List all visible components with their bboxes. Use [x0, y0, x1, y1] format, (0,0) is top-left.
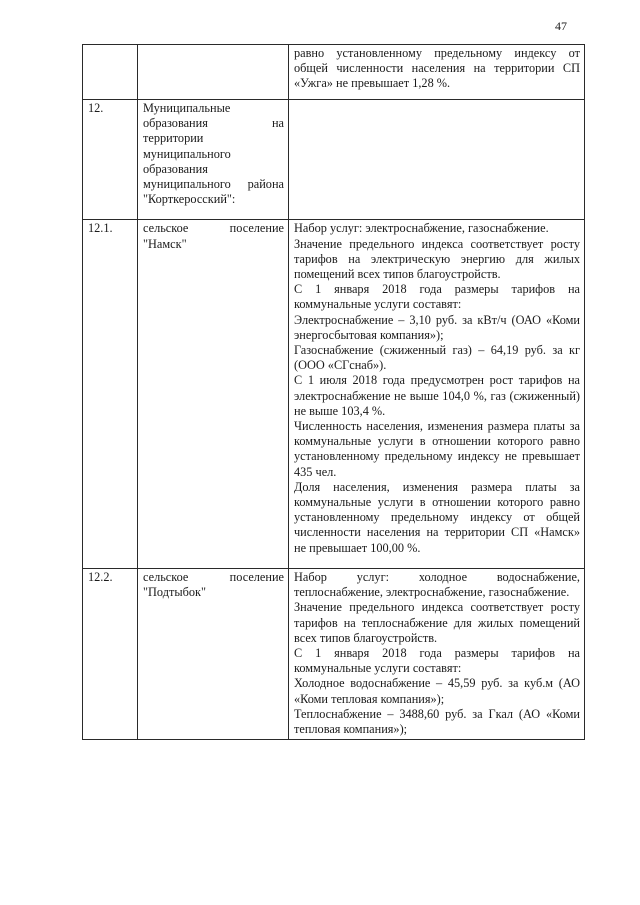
description-paragraph: Электроснабжение – 3,10 руб. за кВт/ч (ОАО «Коми энергосбытовая компания»);: [294, 312, 580, 342]
description-paragraph: Доля населения, изменения размера платы за коммунальные услуги в отношении которого равно установленному предельному индексу от общей численности населения на территории СП «Намск» не превышает 100,00 %.: [294, 479, 580, 555]
description-cell: [289, 45, 585, 100]
row-number-cell: [83, 45, 138, 100]
description-paragraph: равно установленному предельному индексу от общей численности населения на территории СП «Ужга» не превышает 1,28 %.: [294, 46, 580, 91]
description-paragraph: Значение предельного индекса соответствует росту тарифов на электрическую энергию для жилых помещений всех типов благоустройств.: [294, 236, 580, 282]
table-row: [83, 45, 585, 100]
description-paragraph: Набор услуг: холодное водоснабжение, теплоснабжение, электроснабжение, газоснабжение.: [294, 569, 580, 600]
description-paragraph: Газоснабжение (сжиженный газ) – 64,19 руб. за кг (ООО «СГснаб»).: [294, 343, 580, 373]
description-paragraph: С 1 июля 2018 года предусмотрен рост тарифов на электроснабжение не выше 104,0 %, газ (сжиженный) не выше 103,4 %.: [294, 373, 580, 418]
description-paragraph: С 1 января 2018 года размеры тарифов на коммунальные услуги составят:: [294, 645, 580, 676]
description-paragraph: Теплоснабжение – 3488,60 руб. за Гкал (АО «Коми тепловая компания»);: [294, 706, 580, 736]
municipality-name-cell: [138, 100, 289, 220]
page-number: 47: [555, 19, 567, 33]
description-paragraph: Численность населения, изменения размера платы за коммунальные услуги в отношении которого равно установленному предельному индексу не превышает 435 чел.: [294, 419, 580, 479]
tariff-table: [82, 44, 585, 740]
description-paragraph: Значение предельного индекса соответствует росту тарифов на теплоснабжение для жилых помещений всех типов благоустройств.: [294, 600, 580, 645]
table-row: [83, 100, 585, 220]
description-cell: [289, 568, 585, 739]
row-number: 12.: [88, 101, 104, 115]
municipality-name: Муниципальные образования на территории муниципального образования муниципального района "Корткеросский":: [143, 101, 284, 207]
municipality-name: сельское поселение "Подтыбок": [143, 569, 284, 600]
row-number-cell: [83, 220, 138, 568]
table-row: [83, 568, 585, 739]
municipality-name: сельское поселение "Намск": [143, 221, 284, 251]
description-cell: [289, 100, 585, 220]
description-paragraph: Набор услуг: электроснабжение, газоснабжение.: [294, 221, 549, 236]
row-number: 12.2.: [88, 569, 113, 584]
municipality-name-cell: [138, 220, 289, 568]
row-number-cell: [83, 568, 138, 739]
table-row: [83, 220, 585, 568]
description-paragraph: Холодное водоснабжение – 45,59 руб. за куб.м (АО «Коми тепловая компания»);: [294, 676, 580, 706]
municipality-name-cell: [138, 45, 289, 100]
description-cell: [289, 220, 585, 568]
row-number-cell: [83, 100, 138, 220]
description-paragraph: С 1 января 2018 года размеры тарифов на коммунальные услуги составят:: [294, 282, 580, 312]
row-number: 12.1.: [88, 221, 113, 236]
municipality-name-cell: [138, 568, 289, 739]
